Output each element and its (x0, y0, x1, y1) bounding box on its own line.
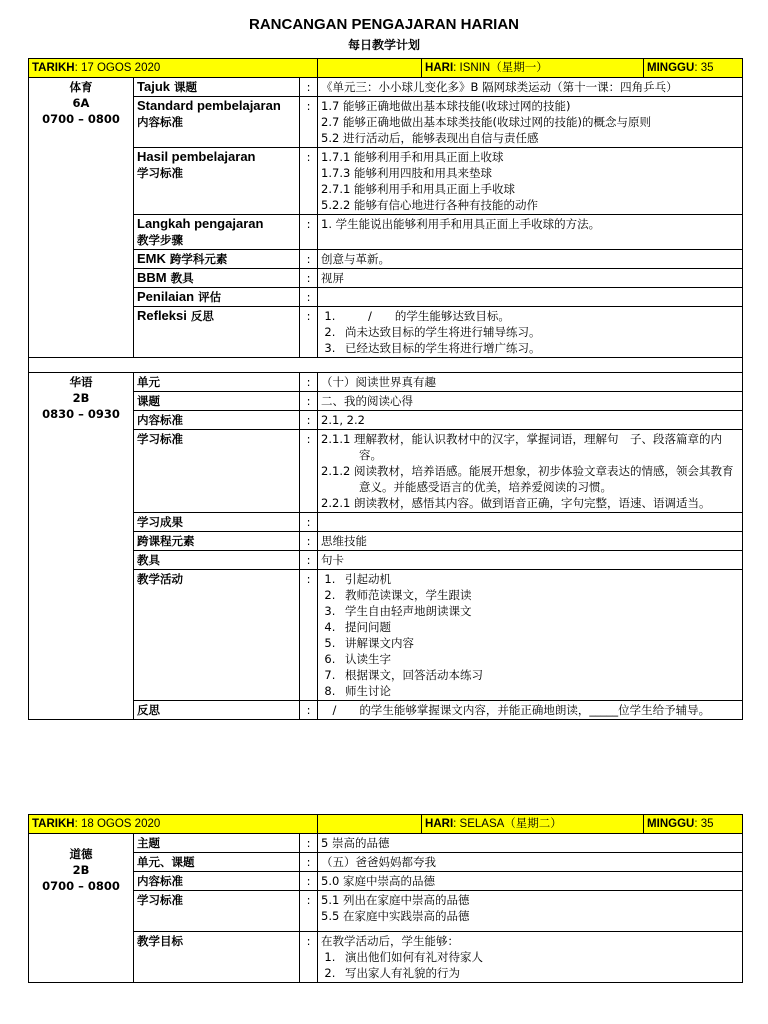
bc-aid-label: 教具 (134, 551, 300, 570)
pj-refleksi-value: 1. / 的学生能够达致目标。 2. 尚未达致目标的学生将进行辅导练习。 3. 已经达致目标的学生将进行增广练习。 (318, 307, 743, 358)
pj-emk-label: EMK 跨学科元素 (134, 250, 300, 269)
bc-content-value: 2.1, 2.2 (318, 411, 743, 430)
pj-emk-row: EMK 跨学科元素 : 创意与革新。 (29, 250, 743, 269)
pj-emk-value: 创意与革新。 (318, 250, 743, 269)
moral-objective-value: 在教学活动后，学生能够： 1. 演出他们如何有礼对待家人 2. 写出家人有礼貌的行为 (318, 932, 743, 983)
bc-cross-value: 思维技能 (318, 532, 743, 551)
moral-content-value: 5.0 家庭中崇高的品德 (318, 872, 743, 891)
bc-aid-row: 教具 : 句卡 (29, 551, 743, 570)
pj-langkah-row: Langkah pengajaran 教学步骤 : 1. 学生能说出能够利用手和用具正面上手收球的方法。 (29, 215, 743, 250)
pj-tajuk-row: 体育 6A 0700 – 0800 Tajuk 课题 : 《单元三：小小球儿变化多》B 隔网球类运动（第十一课：四角乒乓） (29, 78, 743, 97)
bc-reflect-row: 反思 : / 的学生能够掌握课文内容，并能正确地朗读，_____位学生给予辅导。 (29, 701, 743, 720)
bc-unit-row: 华语 2B 0830 – 0930 单元 : （十）阅读世界真有趣 (29, 373, 743, 392)
bc-outcome-value (318, 513, 743, 532)
moral-subject-cell: 道德 2B 0700 – 0800 (29, 834, 134, 983)
date-cell: TARIKH: 18 OGOS 2020 (29, 815, 318, 834)
day-1-table (28, 58, 743, 720)
bc-unit-value: （十）阅读世界真有趣 (318, 373, 743, 392)
date-cell: TARIKH: 17 OGOS 2020 (29, 59, 318, 78)
bc-topic-row: 课题 : 二、我的阅读心得 (29, 392, 743, 411)
header-spacer (318, 815, 422, 834)
moral-learning-row: 学习标准 : 5.1 列出在家庭中崇高的品德 5.5 在家庭中实践崇高的品德 (29, 891, 743, 932)
moral-objective-row: 教学目标 : 在教学活动后，学生能够： 1. 演出他们如何有礼对待家人 2. 写出家人有礼貌的行为 (29, 932, 743, 983)
bc-activity-row: 教学活动 : 1. 引起动机 2. 教师范读课文，学生跟读 3. 学生自由轻声地朗读课文 4. 提问问题 5. 讲解课文内容 6. 认读生字 7. 根据课文，回答活动本练习 8. 师生讨论 (29, 570, 743, 701)
moral-content-row: 内容标准 : 5.0 家庭中崇高的品德 (29, 872, 743, 891)
moral-learning-label: 学习标准 (134, 891, 300, 932)
moral-unit-value: （五）爸爸妈妈都夸我 (318, 853, 743, 872)
bc-cross-label: 跨课程元素 (134, 532, 300, 551)
bc-aid-value: 句卡 (318, 551, 743, 570)
pj-bbm-row: BBM 教具 : 视屏 (29, 269, 743, 288)
pj-standard-label: Standard pembelajaran 内容标准 (134, 97, 300, 148)
pj-tajuk-value: 《单元三：小小球儿变化多》B 隔网球类运动（第十一课：四角乒乓） (318, 78, 743, 97)
moral-theme-label: 主题 (134, 834, 300, 853)
pj-standard-value: 1.7 能够正确地做出基本球技能(收球过网的技能) 2.7 能够正确地做出基本球类技能(收球过网的技能)的概念与原则 5.2 进行活动后，能够表现出自信与责任感 (318, 97, 743, 148)
bc-learning-label: 学习标准 (134, 430, 300, 513)
bc-cross-row: 跨课程元素 : 思维技能 (29, 532, 743, 551)
pj-hasil-label: Hasil pembelajaran 学习标准 (134, 148, 300, 215)
bc-activity-value: 1. 引起动机 2. 教师范读课文，学生跟读 3. 学生自由轻声地朗读课文 4. 提问问题 5. 讲解课文内容 6. 认读生字 7. 根据课文，回答活动本练习 8. 师生讨论 (318, 570, 743, 701)
bc-outcome-row: 学习成果 : (29, 513, 743, 532)
pj-langkah-label: Langkah pengajaran 教学步骤 (134, 215, 300, 250)
pj-standard-row: Standard pembelajaran 内容标准 : 1.7 能够正确地做出基本球技能(收球过网的技能) 2.7 能够正确地做出基本球类技能(收球过网的技能)的概念与原则 5.2 进行活动后，能够表现出自信与责任感 (29, 97, 743, 148)
moral-theme-row: 道德 2B 0700 – 0800 主题 : 5 崇高的品德 (29, 834, 743, 853)
day-cell: HARI: ISNIN（星期一） (422, 59, 644, 78)
pj-penilaian-value (318, 288, 743, 307)
day-2-table (28, 814, 743, 983)
page-subtitle: 每日教学计划 (347, 38, 420, 52)
bc-activity-label: 教学活动 (134, 570, 300, 701)
pj-bbm-label: BBM 教具 (134, 269, 300, 288)
moral-unit-row: 单元、课题 : （五）爸爸妈妈都夸我 (29, 853, 743, 872)
pj-penilaian-row: Penilaian 评估 : (29, 288, 743, 307)
bc-content-label: 内容标准 (134, 411, 300, 430)
week-cell: MINGGU: 35 (644, 815, 743, 834)
moral-unit-label: 单元、课题 (134, 853, 300, 872)
pj-tajuk-label: Tajuk 课题 (134, 78, 300, 97)
pj-langkah-value: 1. 学生能说出能够利用手和用具正面上手收球的方法。 (318, 215, 743, 250)
page-title: RANCANGAN PENGAJARAN HARIAN (248, 16, 519, 33)
pj-subject-cell: 体育 6A 0700 – 0800 (29, 78, 134, 358)
day-2-header-row (29, 815, 743, 834)
bc-topic-label: 课题 (134, 392, 300, 411)
header-spacer (318, 59, 422, 78)
moral-objective-label: 教学目标 (134, 932, 300, 983)
pj-penilaian-label: Penilaian 评估 (134, 288, 300, 307)
pj-refleksi-label: Refleksi 反思 (134, 307, 300, 358)
pj-refleksi-row: Refleksi 反思 : 1. / 的学生能够达致目标。 2. 尚未达致目标的学生将进行辅导练习。 3. 已经达致目标的学生将进行增广练习。 (29, 307, 743, 358)
bc-reflect-value: / 的学生能够掌握课文内容，并能正确地朗读，_____位学生给予辅导。 (318, 701, 743, 720)
moral-learning-value: 5.1 列出在家庭中崇高的品德 5.5 在家庭中实践崇高的品德 (318, 891, 743, 932)
bc-subject-cell: 华语 2B 0830 – 0930 (29, 373, 134, 720)
week-cell: MINGGU: 35 (644, 59, 743, 78)
spacer-row (29, 358, 743, 373)
bc-topic-value: 二、我的阅读心得 (318, 392, 743, 411)
bc-content-row: 内容标准 : 2.1, 2.2 (29, 411, 743, 430)
pj-hasil-row: Hasil pembelajaran 学习标准 : 1.7.1 能够利用手和用具正面上收球 1.7.3 能够利用四肢和用具来垫球 2.7.1 能够利用手和用具正面上手收球 5.2.2 能够有信心地进行各种有技能的动作 (29, 148, 743, 215)
moral-theme-value: 5 崇高的品德 (318, 834, 743, 853)
pj-hasil-value: 1.7.1 能够利用手和用具正面上收球 1.7.3 能够利用四肢和用具来垫球 2.7.1 能够利用手和用具正面上手收球 5.2.2 能够有信心地进行各种有技能的动作 (318, 148, 743, 215)
day-cell: HARI: SELASA（星期二） (422, 815, 644, 834)
pj-bbm-value: 视屏 (318, 269, 743, 288)
bc-learning-value: 2.1.1 理解教材，能认识教材中的汉字，掌握词语，理解句 子、段落篇章的内容。 2.1.2 阅读教材，培养语感。能展开想象，初步体验文章表达的情感，领会其教育意义。并能感受语言的优美，培养爱阅读的习惯。 2.2.1 朗读教材，感悟其内容。做到语音正确，字句完整，语速、语调适当。 (318, 430, 743, 513)
day-1-header-row (29, 59, 743, 78)
bc-unit-label: 单元 (134, 373, 300, 392)
bc-reflect-label: 反思 (134, 701, 300, 720)
bc-outcome-label: 学习成果 (134, 513, 300, 532)
bc-learning-row: 学习标准 : 2.1.1 理解教材，能认识教材中的汉字，掌握词语，理解句 子、段落篇章的内容。 2.1.2 阅读教材，培养语感。能展开想象，初步体验文章表达的情感，领会其教育意义。并能感受语言的优美，培养爱阅读的习惯。 2.2.1 朗读教材，感悟其内容。做到语音正确，字句完整，语速、语调适当。 (29, 430, 743, 513)
moral-content-label: 内容标准 (134, 872, 300, 891)
